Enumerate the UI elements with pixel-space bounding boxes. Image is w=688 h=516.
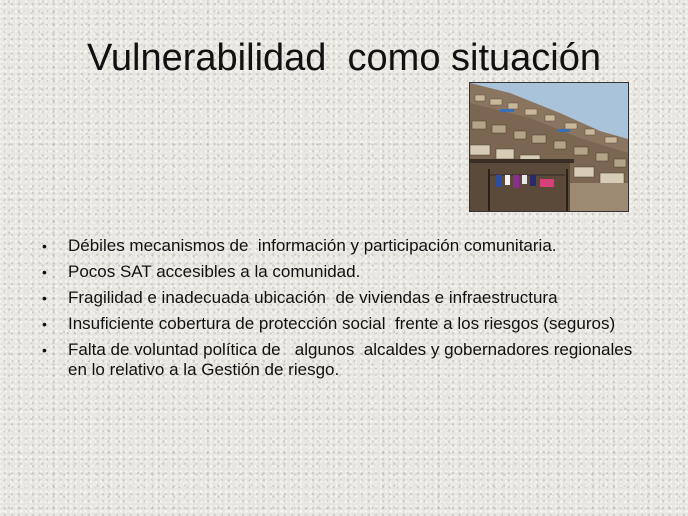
bullet-item: [42, 288, 652, 308]
bullet-text: Fragilidad e inadecuada ubicación de viviendas e infraestructura: [68, 288, 558, 307]
slide-title: Vulnerabilidad como situación: [86, 37, 601, 79]
bullet-item: [42, 314, 652, 334]
bullet-dot: •: [42, 264, 47, 280]
bullet-dot: •: [42, 238, 47, 254]
bullet-text: Débiles mecanismos de información y participación comunitaria.: [68, 236, 557, 255]
bullet-item: [42, 236, 652, 256]
bullet-dot: •: [42, 342, 47, 358]
bullet-text: Falta de voluntad política de algunos alcaldes y gobernadores regionales en lo relativo a la Gestión de riesgo.: [68, 340, 647, 379]
bullet-text: Pocos SAT accesibles a la comunidad.: [68, 262, 361, 281]
hillside-housing-photo: [469, 82, 629, 212]
bullet-text: Insuficiente cobertura de protección social frente a los riesgos (seguros): [68, 314, 616, 333]
bullet-item: [42, 262, 652, 282]
photo-illustration: [470, 83, 628, 211]
bullet-list: [42, 236, 652, 386]
bullet-item: [42, 340, 652, 380]
bullet-dot: •: [42, 316, 47, 332]
bullet-dot: •: [42, 290, 47, 306]
